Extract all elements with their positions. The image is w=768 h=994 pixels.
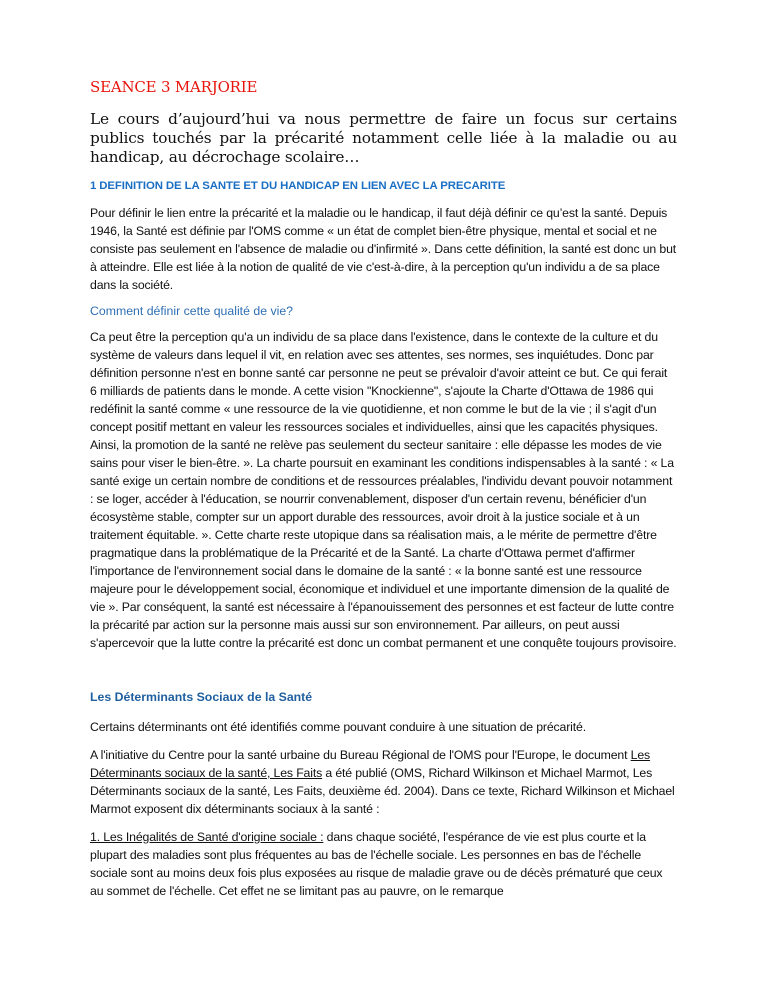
seance-title: SEANCE 3 MARJORIE [90, 78, 258, 96]
section2-paragraph-1: Certains déterminants ont été identifiés comme pouvant conduire à une situation de précarité. [90, 720, 586, 734]
section2-paragraph-2 [90, 746, 677, 818]
determinant-item-1-text: dans chaque société, l'espérance de vie est plus courte et la plupart des maladies sont plus fréquentes au bas de l'échelle sociale. Les personnes en bas de l'échelle sociale sont au moins deux fois plus exposées au risque de maladie grave ou de décès prématuré que ceux au sommet de l'échelle. Cet effet ne se limitant pas au pauvre, on le remarque [90, 830, 663, 898]
section1-paragraph-1: Pour définir le lien entre la précarité et la maladie ou le handicap, il faut déjà définir ce qu’est la santé. Depuis 1946, la Santé est définie par l'OMS comme « un état de complet bien-être physique, mental et social et ne consiste pas seulement en l'absence de maladie ou d'infirmité ». Dans cette définition, la santé est donc un but à atteindre. Elle est liée à la notion de qualité de vie c'est-à-dire, à la perception qu'un individu a de sa place dans la société. [90, 206, 677, 292]
document-title-link[interactable]: Les Déterminants sociaux de la santé, Les Faits [90, 748, 651, 780]
section1-heading: 1 DEFINITION DE LA SANTE ET DU HANDICAP EN LIEN AVEC LA PRECARITE [90, 180, 506, 192]
section2-heading: Les Déterminants Sociaux de la Santé [90, 690, 313, 704]
document-page [90, 78, 677, 910]
section1-paragraph-2: Ca peut être la perception qu'a un individu de sa place dans l'existence, dans le contexte de la culture et du système de valeurs dans lequel il vit, en relation avec ses attentes, ses normes, ses inquiétudes. Donc par définition personne n'est en bonne santé car personne ne peut se prévaloir d'avoir atteint ce but. Ce qui ferait 6 milliards de patients dans le monde. A cette vision "Knockienne", s'ajoute la Charte d'Ottawa de 1986 qui redéfinit la santé comme « une ressource de la vie quotidienne, et non comme le but de la vie ; il s'agit d'un concept positif mettant en valeur les ressources sociales et individuelles, ainsi que les capacités physiques. Ainsi, la promotion de la santé ne relève pas seulement du secteur sanitaire : elle dépasse les modes de vie sains pour viser le bien-être. ». La charte poursuit en examinant les conditions indispensables à la santé : « La santé exige un certain nombre de conditions et de ressources préalables, l'individu devant pouvoir notamment : se loger, accéder à l'éducation, se nourrir convenablement, disposer d'un certain revenu, bénéficier d'un écosystème stable, compter sur un apport durable des ressources, avoir droit à la justice sociale et à un traitement équitable. ». Cette charte reste utopique dans sa réalisation mais, a le mérite de permettre d'être pragmatique dans la problématique de la Précarité et de la Santé. La charte d'Ottawa permet d'affirmer l'importance de l'environnement social dans le domaine de la santé : « la bonne santé est une ressource majeure pour le développement social, économique et individuel et une importante dimension de la qualité de vie ». Par conséquent, la santé est nécessaire à l'épanouissement des personnes et est facteur de lutte contre la précarité par action sur la personne mais aussi sur son environnement. Par ailleurs, on peut aussi s'apercevoir que la lutte contre la précarité est donc un combat permanent et une conquête toujours provisoire. [90, 330, 677, 650]
section2-para2-after: a été publié (OMS, Richard Wilkinson et Michael Marmot, Les Déterminants sociaux de la santé, Les Faits, deuxième éd. 2004). Dans ce texte, Richard Wilkinson et Michael Marmot exposent dix déterminants sociaux à la santé : [90, 766, 675, 816]
section1-subheading: Comment définir cette qualité de vie? [90, 304, 294, 318]
determinant-item-1-title: 1. Les Inégalités de Santé d'origine sociale : [90, 830, 324, 844]
intro-paragraph: Le cours d’aujourd’hui va nous permettre de faire un focus sur certains publics touchés par la précarité notamment celle liée à la maladie ou au handicap, au décrochage scolaire… [90, 110, 677, 166]
determinant-item-1 [90, 828, 677, 900]
section2-para2-before: A l'initiative du Centre pour la santé urbaine du Bureau Régional de l'OMS pour l'Europe, le document [90, 748, 631, 762]
